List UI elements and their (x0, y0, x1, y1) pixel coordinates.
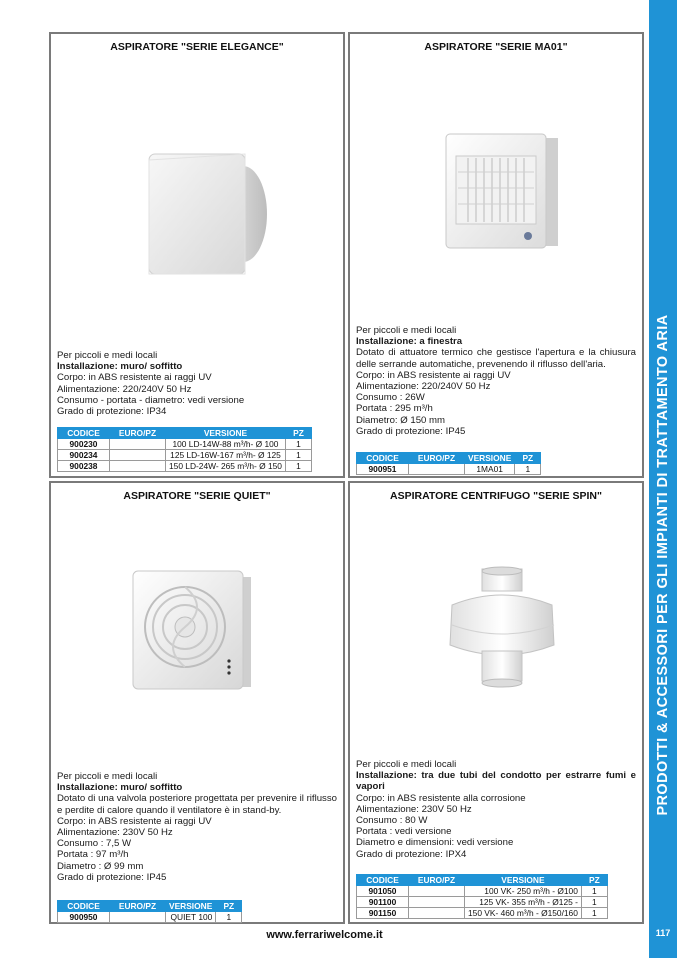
table-row (58, 461, 312, 472)
table-row (357, 908, 608, 919)
spec-table (356, 874, 608, 919)
header-euro: EURO/PZ (110, 901, 166, 912)
cell-code: 900951 (357, 464, 409, 475)
desc-line: Alimentazione: 220/240V 50 Hz (57, 383, 192, 395)
desc-line: Dotato di una valvola posteriore progettata per prevenire il riflusso e perdite di calore quando il ventilatore è in stand-by. (57, 793, 337, 816)
desc-line: Consumo : 7,5 W (57, 838, 132, 850)
spec-table (356, 452, 541, 475)
table-row (357, 464, 541, 475)
header-code: CODICE (58, 428, 110, 439)
fan-spin-image (442, 565, 562, 691)
table-header-row (357, 453, 541, 464)
desc-line: Dotato di attuatore termico che gestisce l'apertura e la chiusura delle serrande automatiche, prevenendo il riflusso dell'aria. (356, 347, 636, 370)
cell-pz: 1 (216, 912, 242, 923)
cell-code: 900950 (58, 912, 110, 923)
product-panel-spin (348, 481, 644, 924)
product-title: ASPIRATORE "SERIE ELEGANCE" (110, 41, 284, 53)
sidebar-title: PRODOTTI & ACCESSORI PER GLI IMPIANTI DI TRATTAMENTO ARIA (655, 314, 671, 816)
cell-code: 901050 (357, 886, 409, 897)
desc-line: Portata : vedi versione (356, 826, 452, 838)
cell-pz: 1 (285, 461, 311, 472)
desc-line: Grado di protezione: IPX4 (356, 848, 467, 860)
desc-line: Corpo: in ABS resistente ai raggi UV (57, 815, 212, 827)
cell-version: 150 VK- 460 m³/h - Ø150/160 (465, 908, 582, 919)
fan-ma01-image (442, 128, 562, 252)
spec-table (57, 900, 242, 923)
cell-euro (110, 439, 166, 450)
header-version: VERSIONE (465, 875, 582, 886)
table-row (58, 439, 312, 450)
header-code: CODICE (357, 875, 409, 886)
desc-line: Corpo: in ABS resistente ai raggi UV (57, 372, 212, 384)
desc-line: Alimentazione: 230V 50 Hz (57, 827, 173, 839)
cell-pz: 1 (581, 886, 607, 897)
header-pz: PZ (581, 875, 607, 886)
desc-line: Per piccoli e medi locali (356, 759, 457, 770)
header-version: VERSIONE (465, 453, 515, 464)
cell-euro (110, 461, 166, 472)
cell-pz: 1 (515, 464, 541, 475)
product-panel-ma01 (348, 32, 644, 478)
cell-version: QUIET 100 (166, 912, 216, 923)
product-title: ASPIRATORE "SERIE QUIET" (123, 490, 271, 502)
desc-line: Grado di protezione: IP45 (356, 425, 466, 437)
product-description (57, 350, 337, 417)
spec-table (57, 427, 312, 472)
desc-line: Per piccoli e medi locali (57, 350, 158, 361)
product-panel-elegance (49, 32, 345, 478)
desc-line: Consumo - portata - diametro: vedi versione (57, 394, 245, 406)
desc-line: Alimentazione: 230V 50 Hz (356, 803, 472, 815)
cell-euro (409, 908, 465, 919)
product-title: ASPIRATORE CENTRIFUGO "SERIE SPIN" (389, 490, 602, 502)
desc-line: Corpo: in ABS resistente alla corrosione (356, 792, 526, 804)
cell-euro (110, 450, 166, 461)
product-panel-quiet (49, 481, 345, 924)
fan-elegance-image (125, 146, 275, 286)
table-row (357, 886, 608, 897)
cell-euro (409, 897, 465, 908)
desc-line: Diametro : Ø 99 mm (57, 860, 144, 872)
cell-version: 100 LD-14W-88 m³/h- Ø 100 (166, 439, 286, 450)
fan-quiet-image (129, 567, 259, 697)
header-code: CODICE (357, 453, 409, 464)
cell-pz: 1 (581, 897, 607, 908)
cell-euro (110, 912, 166, 923)
cell-code: 900234 (58, 450, 110, 461)
desc-line: Diametro: Ø 150 mm (356, 414, 446, 426)
table-row (58, 912, 242, 923)
cell-euro (409, 464, 465, 475)
cell-pz: 1 (285, 439, 311, 450)
header-version: VERSIONE (166, 428, 286, 439)
cell-version: 125 VK- 355 m³/h - Ø125 - (465, 897, 582, 908)
table-row (357, 897, 608, 908)
cell-version: 150 LD-24W- 265 m³/h- Ø 150 (166, 461, 286, 472)
table-row (58, 450, 312, 461)
cell-version: 100 VK- 250 m³/h - Ø100 (465, 886, 582, 897)
desc-line: Portata : 295 m³/h (356, 403, 433, 415)
cell-code: 901100 (357, 897, 409, 908)
desc-line: Portata : 97 m³/h (57, 849, 129, 861)
cell-version: 1MA01 (465, 464, 515, 475)
desc-line: Corpo: in ABS resistente ai raggi UV (356, 369, 511, 381)
cell-pz: 1 (285, 450, 311, 461)
cell-euro (409, 886, 465, 897)
header-pz: PZ (515, 453, 541, 464)
desc-line: Consumo : 26W (356, 392, 425, 404)
desc-line: Per piccoli e medi locali (356, 325, 457, 336)
cell-code: 900238 (58, 461, 110, 472)
footer-website-link[interactable]: www.ferrariwelcome.it (266, 929, 383, 941)
desc-line: Per piccoli e medi locali (57, 771, 158, 782)
header-pz: PZ (216, 901, 242, 912)
desc-line: Installazione: tra due tubi del condotto per estrarre fumi e vapori (356, 770, 636, 793)
desc-line: Consumo : 80 W (356, 815, 428, 827)
product-description (356, 325, 636, 437)
product-description (356, 759, 636, 860)
header-code: CODICE (58, 901, 110, 912)
header-pz: PZ (285, 428, 311, 439)
desc-line: Installazione: muro/ soffitto (57, 782, 183, 794)
desc-line: Installazione: a finestra (356, 336, 463, 348)
cell-code: 901150 (357, 908, 409, 919)
desc-line: Grado di protezione: IP45 (57, 871, 167, 883)
header-euro: EURO/PZ (110, 428, 166, 439)
page-number: 117 (655, 928, 671, 938)
desc-line: Installazione: muro/ soffitto (57, 361, 183, 373)
desc-line: Alimentazione: 220/240V 50 Hz (356, 381, 491, 393)
header-euro: EURO/PZ (409, 453, 465, 464)
cell-version: 125 LD-16W-167 m³/h- Ø 125 (166, 450, 286, 461)
table-header-row (58, 901, 242, 912)
cell-code: 900230 (58, 439, 110, 450)
table-header-row (58, 428, 312, 439)
product-description (57, 771, 337, 883)
header-euro: EURO/PZ (409, 875, 465, 886)
header-version: VERSIONE (166, 901, 216, 912)
desc-line: Diametro e dimensioni: vedi versione (356, 837, 514, 849)
product-title: ASPIRATORE "SERIE MA01" (424, 41, 568, 53)
cell-pz: 1 (581, 908, 607, 919)
table-header-row (357, 875, 608, 886)
desc-line: Grado di protezione: IP34 (57, 406, 167, 418)
